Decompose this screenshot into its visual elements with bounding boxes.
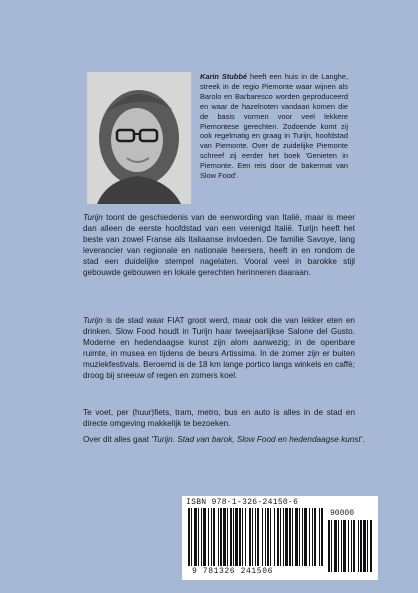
barcode-bar — [367, 520, 368, 572]
paragraph-lead: Turijn — [83, 213, 103, 222]
barcode-bar — [265, 508, 266, 566]
ean-number: 9 781326 241506 — [192, 567, 274, 576]
barcode-bar — [360, 520, 362, 572]
barcode-bar — [343, 520, 346, 572]
paragraph-text: toont de geschiedenis van de eenwording van Italië, maar is meer dan alleen de eerste hoofdstad van een verenigd Italië. Turijn heeft het beste van zowel Franse als Italiaanse invloeden. De familie Savoye, lang leverancier van regionale en nationale heersers, heeft in en rondom de stad een duidelijke stempel nagelaten. Vooral veel in barokke stijl gebouwde gebouwen en lokale gerechten herinneren daaraan. — [83, 213, 355, 278]
paragraph-history — [83, 212, 355, 279]
paragraph-end: . — [362, 435, 365, 444]
author-bio-text: heeft een huis in de Langhe, streek in de regio Piemonte waar wijnen als Barolo en Barbaresco worden geproduceerd en waar de hazelnoten vandaan komen die de basis vormen voor veel lekkere Piemontese gerechten. Zodoende komt zij ook regelmatig en graag in Turijn, hoofdstad van Piemonte. Over de zuidelijke Piemonte schreef zij eerder het boek 'Genieten in Piemonte. Een reis door de bakermat van Slow Food'. — [200, 72, 348, 181]
author-name: Karin Stubbé — [200, 72, 247, 81]
isbn-barcode — [182, 496, 378, 580]
barcode-bar — [227, 508, 228, 566]
barcode-bar — [262, 508, 263, 566]
barcode-bar — [242, 508, 243, 566]
barcode-bar — [267, 508, 269, 566]
paragraph-text: Over dit alles gaat — [83, 435, 152, 444]
barcode-bar — [283, 508, 284, 566]
barcode-bar — [338, 520, 339, 572]
barcode-bar — [299, 508, 300, 566]
barcode-bar — [292, 508, 293, 566]
barcode-bar — [277, 508, 279, 566]
barcode-bar — [213, 508, 215, 566]
barcode-bar — [270, 508, 271, 566]
barcode-bar — [194, 508, 197, 566]
barcode-bar — [191, 508, 192, 566]
barcode-bar — [249, 508, 251, 566]
barcode-bar — [220, 508, 222, 566]
barcode-bar — [370, 520, 372, 572]
paragraph-text: Te voet, per (huur)fiets, tram, metro, bus en auto is alles in de stad en directe omgeving makkelijk te bezoeken. — [83, 408, 355, 429]
barcode-bar — [208, 508, 209, 566]
barcode-bar — [358, 520, 359, 572]
barcode-bar — [285, 508, 288, 566]
barcode-bar — [289, 508, 291, 566]
barcode-bar — [309, 508, 310, 566]
barcode-bar — [312, 508, 313, 566]
barcode-bar — [233, 508, 234, 566]
barcode-bar — [341, 520, 342, 572]
paragraph-lead: Turijn — [83, 316, 103, 325]
paragraph-book-title — [83, 434, 368, 445]
barcode-bar — [351, 520, 352, 572]
barcode-bar — [235, 508, 238, 566]
barcode-bar — [274, 508, 275, 566]
barcode-bar — [230, 508, 232, 566]
isbn-number: ISBN 978-1-326-24150-6 — [186, 498, 299, 507]
paragraph-transport — [83, 407, 355, 429]
barcode-bar — [188, 508, 190, 566]
barcode-bar — [363, 520, 366, 572]
barcode-bar — [223, 508, 226, 566]
barcode-bar — [203, 508, 206, 566]
barcode-addon-number: 90000 — [330, 509, 355, 518]
barcode-bar — [314, 508, 316, 566]
barcode-bar — [348, 520, 349, 572]
barcode-bar — [328, 520, 330, 572]
barcode-bar — [198, 508, 199, 566]
barcode-bar — [252, 508, 253, 566]
barcode-bar — [218, 508, 219, 566]
barcode-bar — [331, 520, 332, 572]
barcode-bar — [257, 508, 259, 566]
barcode-bar — [211, 508, 212, 566]
barcode-bar — [295, 508, 298, 566]
author-portrait-image — [87, 72, 191, 204]
barcode-bar — [201, 508, 202, 566]
barcode-bar — [353, 520, 355, 572]
barcode-bar — [255, 508, 256, 566]
paragraph-text: is de stad waar FIAT groot werd, maar ook die van lekker eten en drinken. Slow Food houdt in Turijn haar tweejaarlijkse Salone del Gusto. Moderne en hedendaagse kunst zijn alom aanwezig; in de openbare ruimte, in musea en tijdens de beurs Artissima. In de zomer zijn er buiten muziekfestivals. Beroemd is de 18 km lange portico langs winkels en caffè; droog bij sneeuw of regen en zomers koel. — [83, 316, 355, 381]
barcode-bar — [321, 508, 323, 566]
barcode-bar — [319, 508, 320, 566]
barcode-bar — [302, 508, 303, 566]
barcode-bar — [280, 508, 281, 566]
barcode-bar — [239, 508, 241, 566]
barcode-bar — [334, 520, 337, 572]
paragraph-food-culture — [83, 315, 355, 382]
book-title: 'Turijn. Stad van barok, Slow Food en hedendaagse kunst' — [151, 435, 363, 444]
author-bio — [200, 72, 348, 181]
barcode-bar — [245, 508, 246, 566]
barcode-bar — [304, 508, 307, 566]
author-photo — [87, 72, 191, 204]
